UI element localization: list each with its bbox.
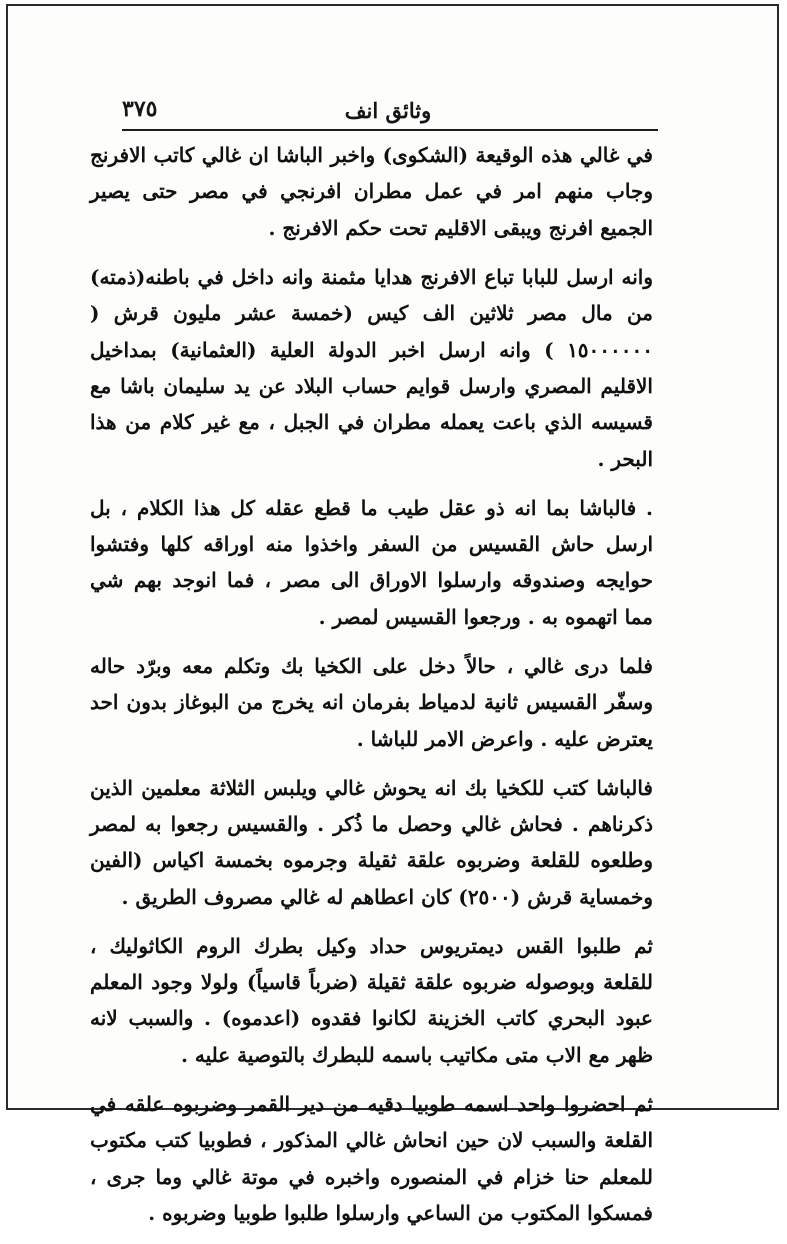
paragraph-3: . فالباشا بما انه ذو عقل طيب ما قطع عقله كل هذا الكلام ، بل ارسل حاش القسيس من السفر واخذوا منه اوراقه كلها وفتشوا حوايجه وصندوقه وارسلوا الاوراق الى مصر ، فما انوجد بهم شي مما اتهموه به . ورجعوا القسيس لمصر . [90, 495, 653, 629]
page-header [118, 92, 658, 132]
header-rule [122, 129, 658, 131]
paragraph-7: ثم احضروا واحد اسمه طوبيا دقيه من دير القمر وضربوه علقه في القلعة والسبب لان حين انحاش غالي المذكور ، فطوبيا كتب مكتوب للمعلم حنا خزام في المنصوره واخبره في موتة غالي وما جرى ، فمسكوا المكتوب من الساعي وارسلوا طلبوا طوبيا وضربوه . [90, 1091, 653, 1225]
paragraph-5: فالباشا كتب للكخيا بك انه يحوش غالي ويلبس الثلاثة معلمين الذين ذكرناهم . فحاش غالي وحصل ما ذُكر . والقسيس رجعوا به لمصر وطلعوه للقلعة وضربوه علقة ثقيلة وجرموه بخمسة اكياس (الفين وخمساية قرش (٢٥٠٠) كان اعطاهم له غالي مصروف الطريق . [90, 775, 653, 909]
running-title: وثائق انف [344, 98, 432, 123]
paragraph-2: وانه ارسل للبابا تباع الافرنج هدايا مثمنة وانه داخل في باطنه(ذمته) من مال مصر ثلاثين الف كيس (خمسة عشر مليون قرش ( ١٥٠٠٠٠٠٠ ) وانه ارسل اخبر الدولة العلية (العثمانية) بمداخيل الاقليم المصري وارسل قوايم حساب البلاد عن يد سليمان باشا مع قسيسه الذي باعت يعمله مطران في الجبل ، مع غير كلام من هذا البحر . [90, 264, 653, 471]
paragraph-1: في غالي هذه الوقيعة (الشكوى) واخبر الباشا ان غالي كاتب الافرنج وجاب منهم امر في عمل مطران افرنجي في مصر حتى يصير الجميع افرنج ويبقى الاقليم تحت حكم الافرنج . [90, 143, 653, 240]
paragraph-4: فلما درى غالي ، حالاً دخل على الكخيا بك وتكلم معه وبرّد حاله وسفّر القسيس ثانية لدمياط بفرمان انه يخرج من البوغاز بدون احد يعترض عليه . واعرض الامر للباشا . [90, 653, 653, 751]
paragraph-6: ثم طلبوا القس ديمتريوس حداد وكيل بطرك الروم الكاثوليك ، للقلعة وبوصوله ضربوه علقة ثقيلة (ضرباً قاسياً) ولولا وجود المعلم عبود البحري كاتب الخزينة لكانوا فقدوه (اعدموه) . والسبب لانه ظهر مع الاب متى مكاتيب باسمه للبطرك بالتوصية عليه . [90, 933, 653, 1067]
page-number: ٣٧٥ [122, 96, 158, 122]
document-body [90, 137, 653, 1244]
